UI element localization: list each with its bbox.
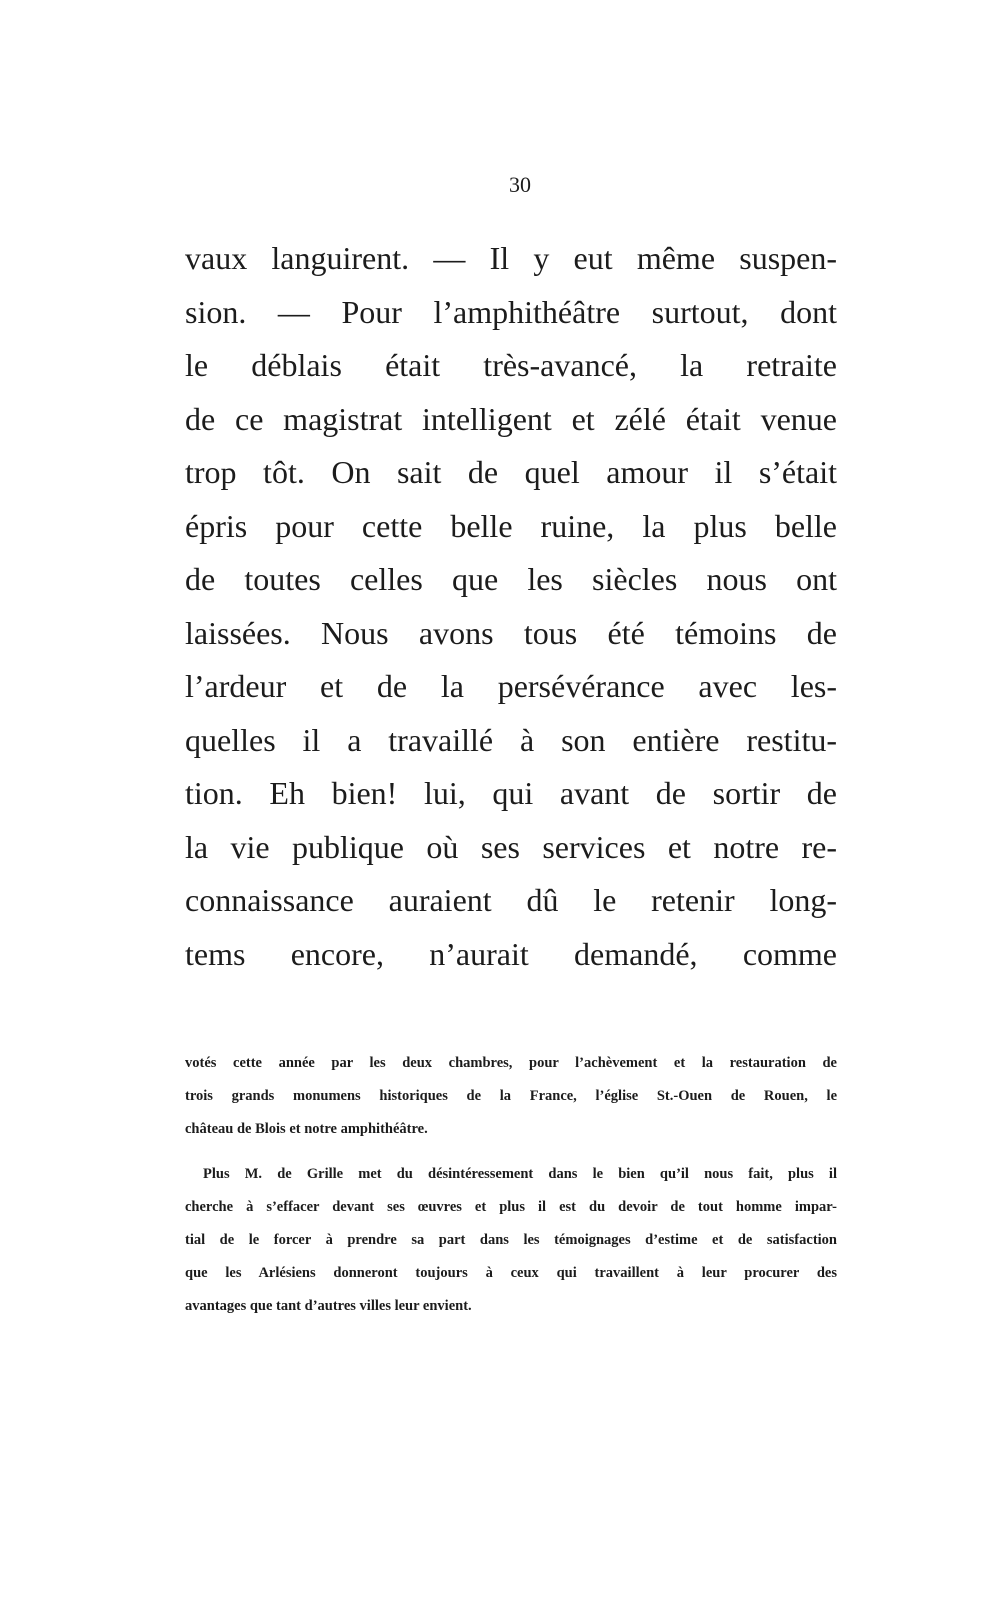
footnote-line: cherche à s’effacer devant ses œuvres et plus il est du devoir de tout homme impar- xyxy=(185,1199,837,1215)
main-text-line: tems encore, n’aurait demandé, comme xyxy=(185,935,837,972)
footnote-line: votés cette année par les deux chambres, pour l’achèvement et la restauration de xyxy=(185,1055,837,1071)
main-text-line: connaissance auraient dû le retenir long- xyxy=(185,882,837,918)
main-text-block xyxy=(185,232,837,981)
page-number: 30 xyxy=(509,172,531,197)
footnote-line: trois grands monumens historiques de la France, l’église St.-Ouen de Rouen, le xyxy=(185,1088,837,1104)
main-text-line: laissées. Nous avons tous été témoins de xyxy=(185,614,837,651)
footnote-line: que les Arlésiens donneront toujours à ceux qui travaillent à leur procurer des xyxy=(185,1265,837,1281)
main-text-line: tion. Eh bien! lui, qui avant de sortir de xyxy=(185,775,837,811)
footnote-continued xyxy=(185,1047,837,1146)
main-text-line: le déblais était très-avancé, la retraite xyxy=(185,347,837,383)
main-text-line: l’ardeur et de la persévérance avec les- xyxy=(185,668,837,704)
footnote-line: Plus M. de Grille met du désintéressement dans le bien qu’il nous fait, plus il xyxy=(203,1166,837,1182)
main-text-line: épris pour cette belle ruine, la plus belle xyxy=(185,507,837,544)
footnote-line: tial de le forcer à prendre sa part dans les témoignages d’estime et de satisfaction xyxy=(185,1232,837,1248)
main-text-line: de toutes celles que les siècles nous ont xyxy=(185,561,837,597)
footnote-second xyxy=(185,1158,837,1323)
footnote-gap xyxy=(185,1146,837,1158)
main-text-line: sion. — Pour l’amphithéâtre surtout, dont xyxy=(185,293,837,330)
footnote-line: château de Blois et notre amphithéâtre. xyxy=(185,1121,428,1137)
footnotes xyxy=(185,1047,837,1323)
main-text-line: la vie publique où ses services et notre re- xyxy=(185,828,837,865)
footnote-line: avantages que tant d’autres villes leur envient. xyxy=(185,1298,472,1314)
main-text-line: de ce magistrat intelligent et zélé était venue xyxy=(185,400,837,437)
main-text-line: vaux languirent. — Il y eut même suspen- xyxy=(185,240,837,276)
main-text-line: quelles il a travaillé à son entière restitu- xyxy=(185,721,837,758)
main-text-line: trop tôt. On sait de quel amour il s’était xyxy=(185,454,837,490)
